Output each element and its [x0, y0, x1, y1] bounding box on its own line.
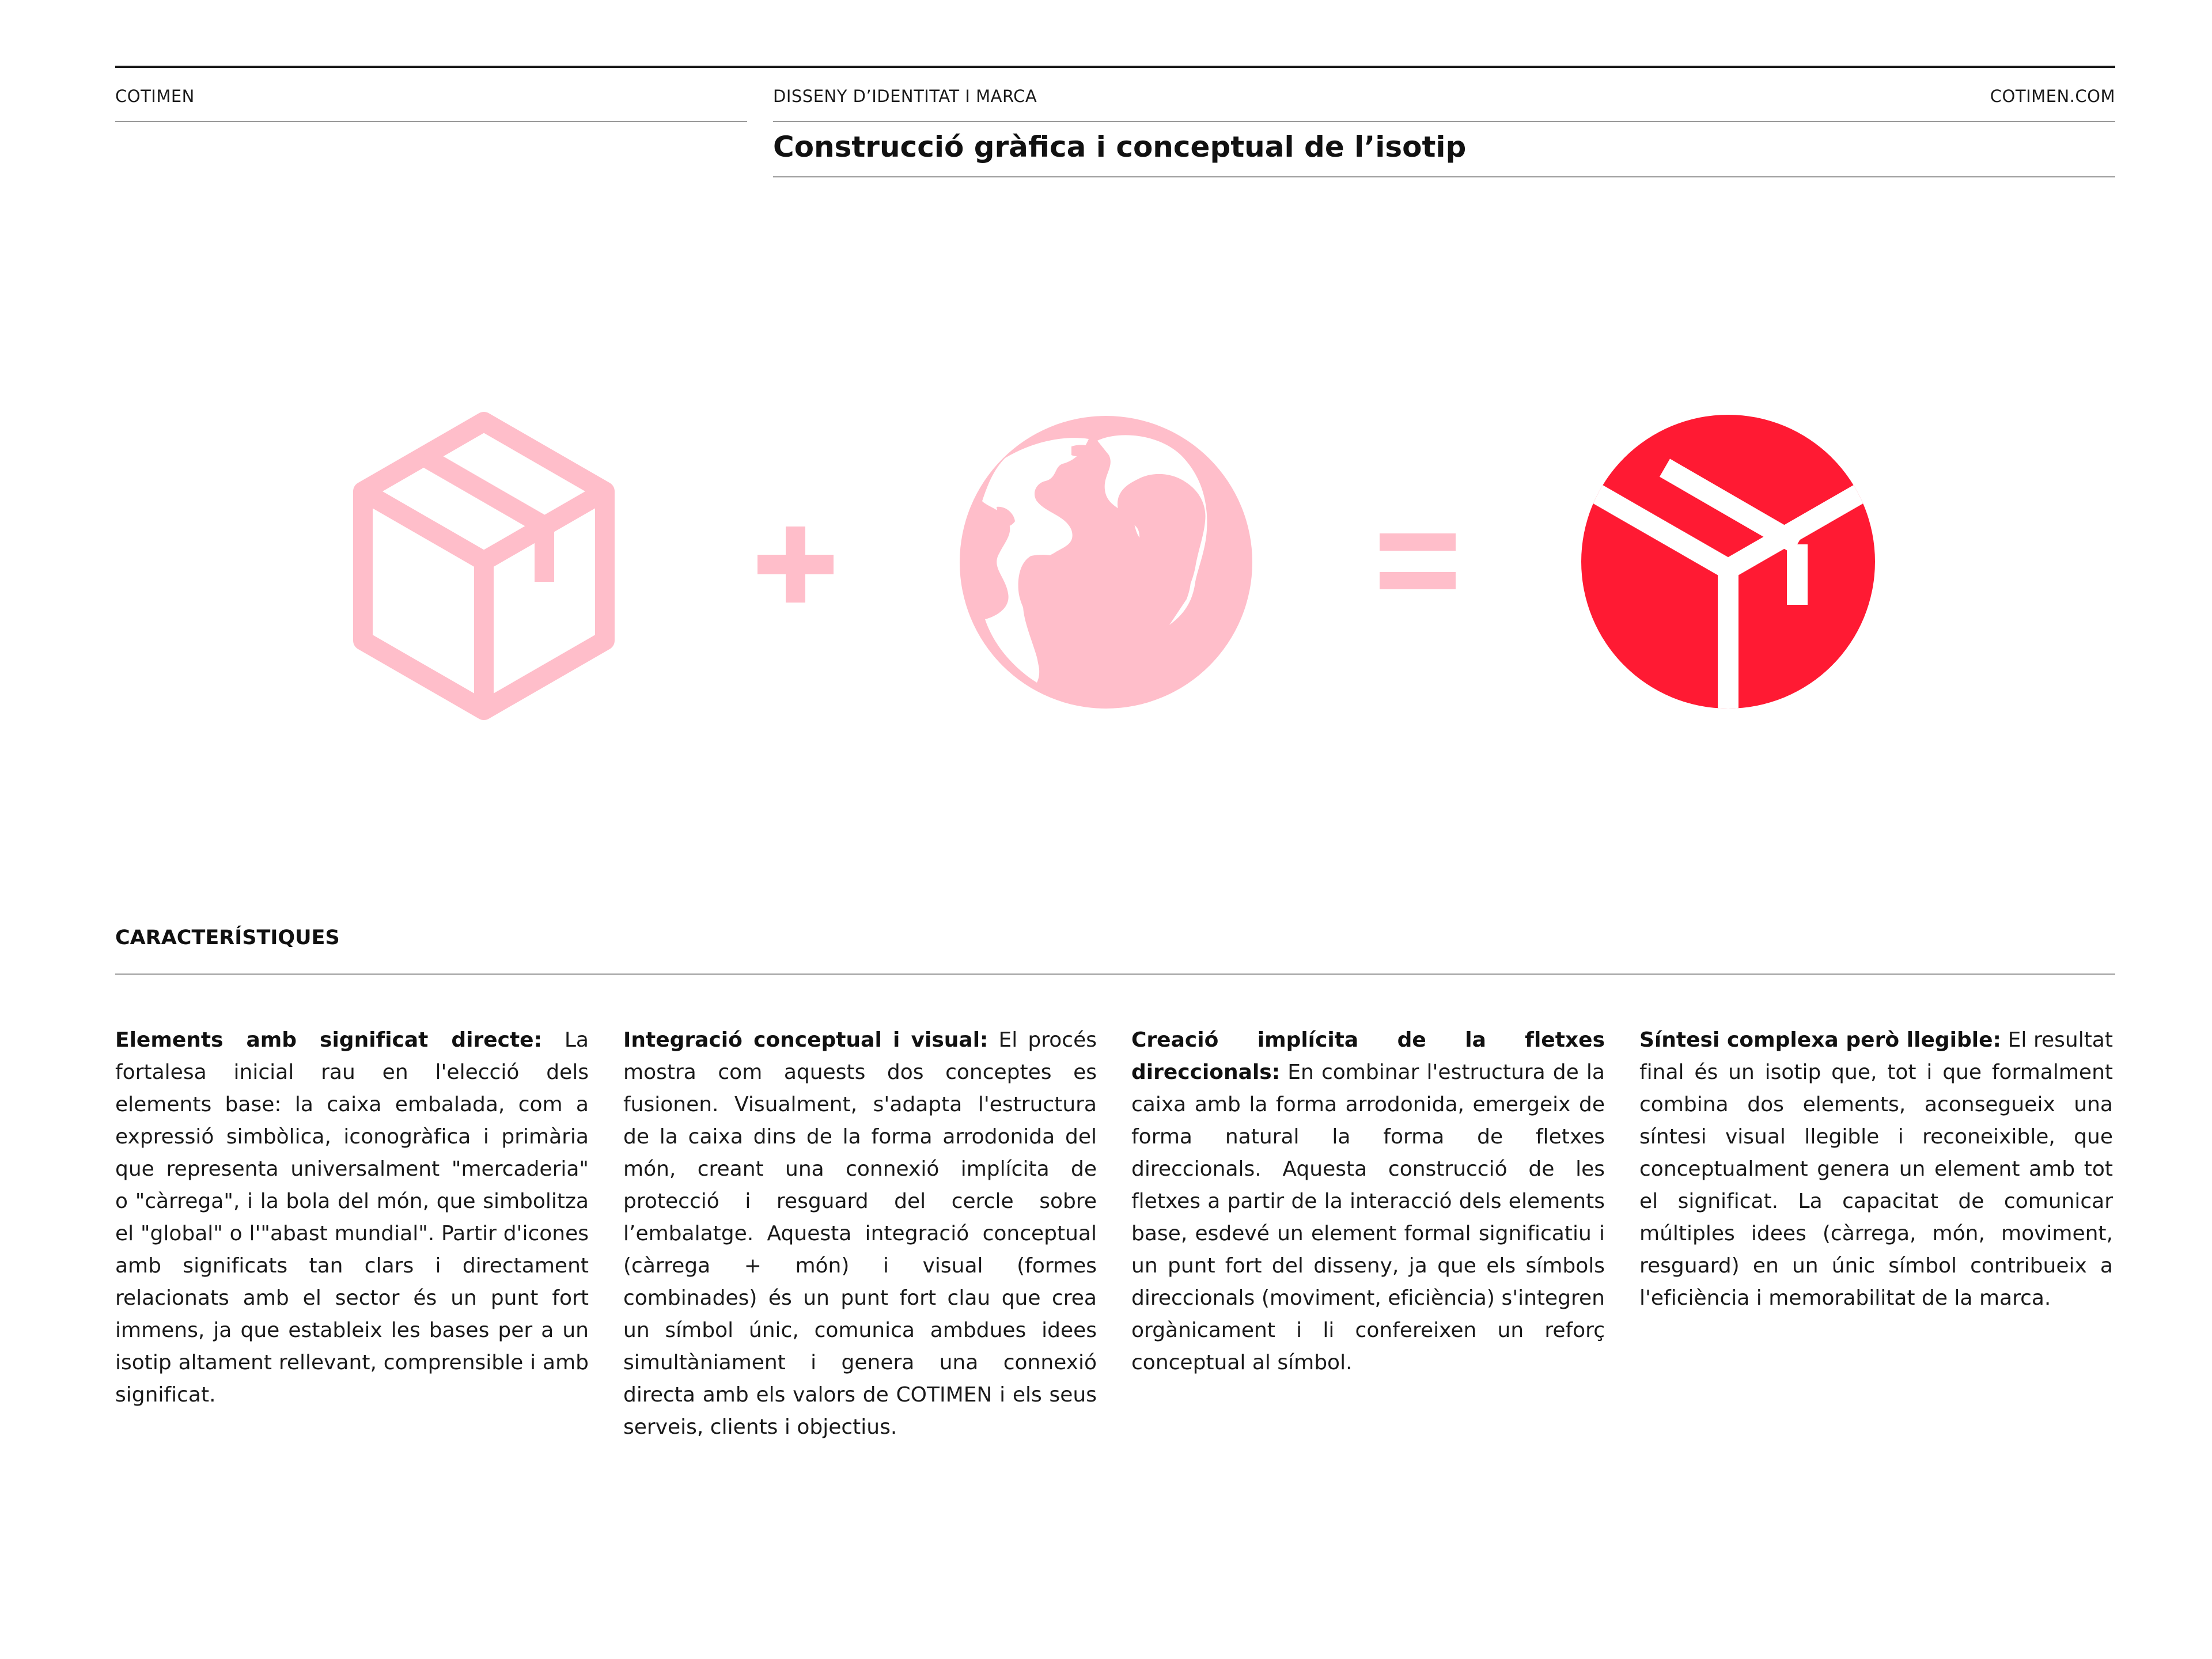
feature-heading: Integració conceptual i visual:	[623, 1028, 988, 1052]
globe-icon	[956, 412, 1256, 711]
header-brand: COTIMEN	[115, 86, 195, 106]
feature-body: El procés mostra com aquests dos conceptes es fusionen. Visualment, s'adapta l'estructura de la caixa dins de la forma arrodonida del món, creant una connexió implícita de protecció i resguard del cercle sobre l’embalatge. Aquesta integració conceptual (càrrega + món) i visual (formes combinades) és un punt fort clau que crea un símbol únic, comunica ambdues idees simultàniament i genera una connexió directa amb els valors de COTIMEN i els seus serveis, clients i objectius.	[623, 1028, 1097, 1439]
box-icon	[346, 403, 622, 720]
feature-body: En combinar l'estructura de la caixa amb la forma arrodonida, emergeix de forma natural la forma de fletxes direccionals. Aquesta construcció de les fletxes a partir de la interacció dels elements base, esdevé un element formal significatiu i un punt fort del disseny, ja que els símbols direccionals (moviment, eficiència) s'integren orgànicament i li confereixen un reforç conceptual al símbol.	[1131, 1060, 1605, 1374]
header-category: DISSENY D’IDENTITAT I MARCA	[773, 86, 1037, 106]
feature-heading: Creació implícita de la fletxes direccionals:	[1131, 1028, 1605, 1084]
feature-heading: Elements amb significat directe:	[115, 1028, 542, 1052]
isotype-logo-icon	[1578, 412, 1878, 711]
section-rule	[115, 974, 2115, 975]
header-rule-right	[773, 121, 2115, 122]
plus-icon	[755, 524, 835, 605]
header-rule-left	[115, 121, 747, 122]
section-title: CARACTERÍSTIQUES	[115, 926, 340, 949]
equals-icon	[1377, 530, 1457, 599]
feature-column-2	[623, 1024, 1097, 1444]
header-top-rule	[115, 66, 2115, 68]
feature-column-4	[1639, 1024, 2113, 1315]
feature-column-3	[1131, 1024, 1605, 1379]
title-rule	[773, 176, 2115, 177]
header-website: COTIMEN.COM	[1990, 86, 2115, 106]
feature-body: La fortalesa inicial rau en l'elecció dels elements base: la caixa embalada, com a expressió simbòlica, iconogràfica i primària que representa universalment "mercaderia" o "càrrega", i la bola del món, que simbolitza el "global" o l'"abast mundial". Partir d'icones amb significats tan clars i directament relacionats amb el sector és un punt fort immens, ja que estableix les bases per a un isotip altament rellevant, comprensible i amb significat.	[115, 1028, 589, 1407]
feature-column-1	[115, 1024, 589, 1411]
feature-body: El resultat final és un isotip que, tot i que formalment combina dos elements, aconsegueix una síntesi visual llegible i reconeixible, que conceptualment genera un element amb tot el significat. La capacitat de comunicar múltiples idees (càrrega, món, moviment, resguard) en un únic símbol contribueix a l'eficiència i memorabilitat de la marca.	[1639, 1028, 2113, 1310]
page-title: Construcció gràfica i conceptual de l’isotip	[773, 130, 1467, 164]
feature-heading: Síntesi complexa però llegible:	[1639, 1028, 2001, 1052]
